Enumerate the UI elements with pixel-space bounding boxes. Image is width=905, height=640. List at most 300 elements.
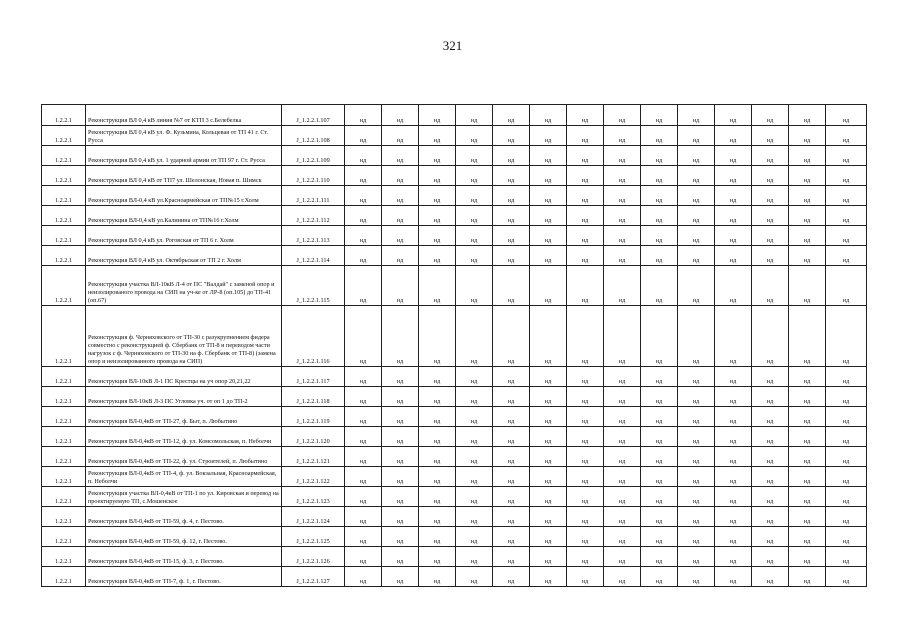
value-cell: нд <box>382 447 419 467</box>
row-code-cell: J_1.2.2.1.114 <box>282 246 345 266</box>
value-cell: нд <box>567 447 604 467</box>
row-code-cell: J_1.2.2.1.124 <box>282 507 345 527</box>
value-cell: нд <box>493 467 530 487</box>
value-cell: нд <box>604 567 641 587</box>
row-name-cell: Реконструкция ВЛ 0,4 кВ ул. 1 ударной армии от ТП 97 г. Ст. Русса <box>86 146 282 166</box>
row-code-cell: J_1.2.2.1.113 <box>282 226 345 246</box>
row-number-cell: 1.2.2.1 <box>42 547 86 567</box>
value-cell: нд <box>604 126 641 146</box>
value-cell: нд <box>752 507 789 527</box>
value-cell: нд <box>382 186 419 206</box>
value-cell: нд <box>419 427 456 447</box>
value-cell: нд <box>456 547 493 567</box>
value-cell: нд <box>604 266 641 306</box>
value-cell: нд <box>678 226 715 246</box>
value-cell: нд <box>345 427 382 447</box>
row-name-cell: Реконструкция ВЛ-0,4кВ от ТП-27, ф. Быт, п. Любытино <box>86 407 282 427</box>
value-cell: нд <box>382 206 419 226</box>
value-cell: нд <box>604 447 641 467</box>
value-cell: нд <box>604 467 641 487</box>
value-cell: нд <box>345 387 382 407</box>
value-cell: нд <box>567 206 604 226</box>
value-cell: нд <box>678 206 715 226</box>
value-cell: нд <box>530 427 567 447</box>
value-cell: нд <box>789 507 826 527</box>
value-cell: нд <box>493 105 530 126</box>
value-cell: нд <box>641 567 678 587</box>
value-cell: нд <box>456 126 493 146</box>
value-cell: нд <box>604 367 641 387</box>
value-cell: нд <box>678 407 715 427</box>
value-cell: нд <box>789 105 826 126</box>
value-cell: нд <box>382 467 419 487</box>
value-cell: нд <box>456 427 493 447</box>
table-row <box>42 527 867 547</box>
value-cell: нд <box>345 126 382 146</box>
value-cell: нд <box>678 367 715 387</box>
value-cell: нд <box>493 166 530 186</box>
value-cell: нд <box>641 226 678 246</box>
table-row <box>42 306 867 367</box>
value-cell: нд <box>493 266 530 306</box>
value-cell: нд <box>789 186 826 206</box>
value-cell: нд <box>641 306 678 367</box>
value-cell: нд <box>826 367 867 387</box>
value-cell: нд <box>678 427 715 447</box>
value-cell: нд <box>382 387 419 407</box>
row-code-cell: J_1.2.2.1.126 <box>282 547 345 567</box>
value-cell: нд <box>530 146 567 166</box>
value-cell: нд <box>604 547 641 567</box>
value-cell: нд <box>641 447 678 467</box>
value-cell: нд <box>567 407 604 427</box>
value-cell: нд <box>641 126 678 146</box>
value-cell: нд <box>456 166 493 186</box>
value-cell: нд <box>493 407 530 427</box>
value-cell: нд <box>826 387 867 407</box>
value-cell: нд <box>382 266 419 306</box>
row-number-cell: 1.2.2.1 <box>42 266 86 306</box>
value-cell: нд <box>715 367 752 387</box>
value-cell: нд <box>456 507 493 527</box>
value-cell: нд <box>678 387 715 407</box>
row-name-cell: Реконструкция участка ВЛ-10кВ Л-4 от ПС "Валдай" с заменой опор и неизолированого провода на СИП на уч-ке от ЛР-8 (оп.105) до ТП-41 (оп.67) <box>86 266 282 306</box>
value-cell: нд <box>641 146 678 166</box>
table-row <box>42 407 867 427</box>
value-cell: нд <box>382 567 419 587</box>
value-cell: нд <box>789 487 826 507</box>
value-cell: нд <box>382 306 419 367</box>
value-cell: нд <box>678 246 715 266</box>
row-name-cell: Реконструкция ВЛ-0,4 кВ ул.Красноармейская от ТП№15 г.Холм <box>86 186 282 206</box>
value-cell: нд <box>604 146 641 166</box>
row-name-cell: Реконструкция ВЛ 0,4 кВ линия №7 от КТП 3 с.Белебелка <box>86 105 282 126</box>
value-cell: нд <box>567 507 604 527</box>
row-number-cell: 1.2.2.1 <box>42 507 86 527</box>
value-cell: нд <box>456 447 493 467</box>
value-cell: нд <box>345 306 382 367</box>
value-cell: нд <box>493 527 530 547</box>
value-cell: нд <box>641 407 678 427</box>
value-cell: нд <box>678 146 715 166</box>
value-cell: нд <box>752 567 789 587</box>
row-number-cell: 1.2.2.1 <box>42 166 86 186</box>
page-number: 321 <box>442 38 463 53</box>
value-cell: нд <box>567 226 604 246</box>
table-row <box>42 126 867 146</box>
value-cell: нд <box>567 567 604 587</box>
value-cell: нд <box>567 166 604 186</box>
value-cell: нд <box>567 306 604 367</box>
value-cell: нд <box>456 407 493 427</box>
value-cell: нд <box>715 186 752 206</box>
value-cell: нд <box>789 306 826 367</box>
table-row <box>42 467 867 487</box>
value-cell: нд <box>789 246 826 266</box>
value-cell: нд <box>493 206 530 226</box>
value-cell: нд <box>678 487 715 507</box>
table-row <box>42 367 867 387</box>
value-cell: нд <box>345 146 382 166</box>
value-cell: нд <box>789 387 826 407</box>
value-cell: нд <box>826 246 867 266</box>
row-number-cell: 1.2.2.1 <box>42 105 86 126</box>
value-cell: нд <box>715 527 752 547</box>
value-cell: нд <box>641 507 678 527</box>
value-cell: нд <box>826 226 867 246</box>
value-cell: нд <box>530 527 567 547</box>
row-code-cell: J_1.2.2.1.123 <box>282 487 345 507</box>
row-number-cell: 1.2.2.1 <box>42 387 86 407</box>
value-cell: нд <box>641 487 678 507</box>
row-number-cell: 1.2.2.1 <box>42 206 86 226</box>
table-row <box>42 105 867 126</box>
value-cell: нд <box>789 266 826 306</box>
value-cell: нд <box>456 567 493 587</box>
value-cell: нд <box>567 467 604 487</box>
value-cell: нд <box>715 447 752 467</box>
value-cell: нд <box>456 246 493 266</box>
row-number-cell: 1.2.2.1 <box>42 567 86 587</box>
value-cell: нд <box>345 407 382 427</box>
value-cell: нд <box>530 447 567 467</box>
value-cell: нд <box>493 306 530 367</box>
value-cell: нд <box>567 387 604 407</box>
row-code-cell: J_1.2.2.1.107 <box>282 105 345 126</box>
value-cell: нд <box>604 387 641 407</box>
row-number-cell: 1.2.2.1 <box>42 487 86 507</box>
row-code-cell: J_1.2.2.1.127 <box>282 567 345 587</box>
value-cell: нд <box>678 507 715 527</box>
value-cell: нд <box>826 427 867 447</box>
value-cell: нд <box>567 105 604 126</box>
value-cell: нд <box>715 387 752 407</box>
row-code-cell: J_1.2.2.1.115 <box>282 266 345 306</box>
row-number-cell: 1.2.2.1 <box>42 407 86 427</box>
value-cell: нд <box>530 507 567 527</box>
table-row <box>42 266 867 306</box>
value-cell: нд <box>382 146 419 166</box>
value-cell: нд <box>382 427 419 447</box>
row-name-cell: Реконструкция ВЛ-10кВ Л-1 ПС Крестцы на уч опор 20,21,22 <box>86 367 282 387</box>
value-cell: нд <box>789 206 826 226</box>
value-cell: нд <box>641 166 678 186</box>
value-cell: нд <box>345 166 382 186</box>
row-name-cell: Реконструкция ВЛ-0,4кВ от ТП-12, ф. ул. Комсомольская, п. Неболчи <box>86 427 282 447</box>
value-cell: нд <box>641 547 678 567</box>
table-row <box>42 547 867 567</box>
value-cell: нд <box>604 166 641 186</box>
value-cell: нд <box>604 226 641 246</box>
value-cell: нд <box>382 246 419 266</box>
value-cell: нд <box>752 126 789 146</box>
value-cell: нд <box>345 487 382 507</box>
value-cell: нд <box>715 487 752 507</box>
value-cell: нд <box>789 166 826 186</box>
value-cell: нд <box>715 427 752 447</box>
table-row <box>42 166 867 186</box>
value-cell: нд <box>752 447 789 467</box>
row-number-cell: 1.2.2.1 <box>42 427 86 447</box>
value-cell: нд <box>641 467 678 487</box>
value-cell: нд <box>419 166 456 186</box>
table-row <box>42 246 867 266</box>
value-cell: нд <box>789 527 826 547</box>
value-cell: нд <box>419 226 456 246</box>
value-cell: нд <box>345 507 382 527</box>
value-cell: нд <box>641 387 678 407</box>
row-name-cell: Реконструкция ВЛ-0,4кВ от ТП-7, ф. 1, г. Пестово. <box>86 567 282 587</box>
value-cell: нд <box>530 367 567 387</box>
value-cell: нд <box>345 266 382 306</box>
value-cell: нд <box>345 367 382 387</box>
value-cell: нд <box>567 547 604 567</box>
value-cell: нд <box>826 507 867 527</box>
value-cell: нд <box>752 186 789 206</box>
value-cell: нд <box>493 186 530 206</box>
table-row <box>42 186 867 206</box>
value-cell: нд <box>382 367 419 387</box>
value-cell: нд <box>419 306 456 367</box>
value-cell: нд <box>789 407 826 427</box>
value-cell: нд <box>789 427 826 447</box>
value-cell: нд <box>752 367 789 387</box>
value-cell: нд <box>419 527 456 547</box>
value-cell: нд <box>789 447 826 467</box>
value-cell: нд <box>456 367 493 387</box>
value-cell: нд <box>678 186 715 206</box>
value-cell: нд <box>604 427 641 447</box>
row-number-cell: 1.2.2.1 <box>42 246 86 266</box>
value-cell: нд <box>752 266 789 306</box>
table-row <box>42 226 867 246</box>
table-row <box>42 487 867 507</box>
value-cell: нд <box>419 387 456 407</box>
value-cell: нд <box>419 186 456 206</box>
value-cell: нд <box>789 567 826 587</box>
table-row <box>42 146 867 166</box>
value-cell: нд <box>604 105 641 126</box>
value-cell: нд <box>382 105 419 126</box>
row-name-cell: Реконструкция ВЛ 0,4 кВ от ТП7 ул. Шелонская, Новая п. Шимск <box>86 166 282 186</box>
value-cell: нд <box>715 105 752 126</box>
value-cell: нд <box>789 226 826 246</box>
value-cell: нд <box>826 567 867 587</box>
value-cell: нд <box>382 487 419 507</box>
value-cell: нд <box>493 447 530 467</box>
value-cell: нд <box>678 306 715 367</box>
value-cell: нд <box>456 186 493 206</box>
value-cell: нд <box>826 146 867 166</box>
value-cell: нд <box>715 246 752 266</box>
value-cell: нд <box>826 105 867 126</box>
value-cell: нд <box>493 547 530 567</box>
value-cell: нд <box>345 226 382 246</box>
value-cell: нд <box>826 407 867 427</box>
value-cell: нд <box>382 226 419 246</box>
value-cell: нд <box>752 547 789 567</box>
value-cell: нд <box>456 487 493 507</box>
value-cell: нд <box>345 547 382 567</box>
value-cell: нд <box>604 507 641 527</box>
value-cell: нд <box>419 507 456 527</box>
value-cell: нд <box>456 206 493 226</box>
row-number-cell: 1.2.2.1 <box>42 527 86 547</box>
value-cell: нд <box>752 226 789 246</box>
value-cell: нд <box>715 306 752 367</box>
row-number-cell: 1.2.2.1 <box>42 186 86 206</box>
data-table <box>41 104 867 587</box>
value-cell: нд <box>678 447 715 467</box>
value-cell: нд <box>789 126 826 146</box>
row-number-cell: 1.2.2.1 <box>42 226 86 246</box>
value-cell: нд <box>715 266 752 306</box>
value-cell: нд <box>419 206 456 226</box>
value-cell: нд <box>456 266 493 306</box>
value-cell: нд <box>826 487 867 507</box>
value-cell: нд <box>715 166 752 186</box>
value-cell: нд <box>493 427 530 447</box>
row-code-cell: J_1.2.2.1.125 <box>282 527 345 547</box>
value-cell: нд <box>530 126 567 146</box>
value-cell: нд <box>530 306 567 367</box>
row-code-cell: J_1.2.2.1.121 <box>282 447 345 467</box>
row-code-cell: J_1.2.2.1.116 <box>282 306 345 367</box>
value-cell: нд <box>345 567 382 587</box>
value-cell: нд <box>641 266 678 306</box>
value-cell: нд <box>419 266 456 306</box>
value-cell: нд <box>456 105 493 126</box>
value-cell: нд <box>604 527 641 547</box>
value-cell: нд <box>456 467 493 487</box>
value-cell: нд <box>567 487 604 507</box>
value-cell: нд <box>752 387 789 407</box>
value-cell: нд <box>419 487 456 507</box>
table-row <box>42 427 867 447</box>
value-cell: нд <box>641 186 678 206</box>
value-cell: нд <box>752 527 789 547</box>
row-name-cell: Реконструкция ВЛ-0,4кВ от ТП-59, ф. 4, г. Пестово. <box>86 507 282 527</box>
value-cell: нд <box>752 166 789 186</box>
value-cell: нд <box>567 367 604 387</box>
value-cell: нд <box>382 547 419 567</box>
value-cell: нд <box>493 567 530 587</box>
value-cell: нд <box>530 166 567 186</box>
row-name-cell: Реконструкция ВЛ-0,4кВ от ТП-22, ф. ул. Строителей, п. Любытино <box>86 447 282 467</box>
value-cell: нд <box>715 206 752 226</box>
value-cell: нд <box>752 487 789 507</box>
value-cell: нд <box>678 547 715 567</box>
value-cell: нд <box>826 467 867 487</box>
value-cell: нд <box>715 146 752 166</box>
value-cell: нд <box>456 527 493 547</box>
value-cell: нд <box>493 126 530 146</box>
value-cell: нд <box>530 567 567 587</box>
value-cell: нд <box>493 367 530 387</box>
row-code-cell: J_1.2.2.1.112 <box>282 206 345 226</box>
row-number-cell: 1.2.2.1 <box>42 146 86 166</box>
value-cell: нд <box>382 407 419 427</box>
value-cell: нд <box>493 226 530 246</box>
value-cell: нд <box>715 547 752 567</box>
value-cell: нд <box>789 367 826 387</box>
value-cell: нд <box>419 467 456 487</box>
value-cell: нд <box>530 266 567 306</box>
row-number-cell: 1.2.2.1 <box>42 447 86 467</box>
value-cell: нд <box>567 126 604 146</box>
value-cell: нд <box>752 206 789 226</box>
value-cell: нд <box>345 206 382 226</box>
value-cell: нд <box>641 105 678 126</box>
value-cell: нд <box>419 407 456 427</box>
value-cell: нд <box>530 105 567 126</box>
value-cell: нд <box>456 226 493 246</box>
row-number-cell: 1.2.2.1 <box>42 306 86 367</box>
value-cell: нд <box>345 527 382 547</box>
value-cell: нд <box>641 427 678 447</box>
row-code-cell: J_1.2.2.1.119 <box>282 407 345 427</box>
value-cell: нд <box>382 166 419 186</box>
value-cell: нд <box>567 146 604 166</box>
value-cell: нд <box>715 467 752 487</box>
value-cell: нд <box>641 367 678 387</box>
value-cell: нд <box>456 146 493 166</box>
value-cell: нд <box>345 246 382 266</box>
value-cell: нд <box>604 186 641 206</box>
value-cell: нд <box>826 206 867 226</box>
table-row <box>42 567 867 587</box>
value-cell: нд <box>345 467 382 487</box>
value-cell: нд <box>530 226 567 246</box>
value-cell: нд <box>752 146 789 166</box>
value-cell: нд <box>604 206 641 226</box>
value-cell: нд <box>678 126 715 146</box>
row-code-cell: J_1.2.2.1.111 <box>282 186 345 206</box>
value-cell: нд <box>419 447 456 467</box>
row-name-cell: Реконструкция ВЛ-0,4кВ от ТП-15, ф. 3, г. Пестово. <box>86 547 282 567</box>
value-cell: нд <box>382 507 419 527</box>
value-cell: нд <box>530 547 567 567</box>
row-name-cell: Реконструкция ВЛ 0,4 кВ ул. Октябрьская от ТП 2 г. Холм <box>86 246 282 266</box>
value-cell: нд <box>715 126 752 146</box>
row-name-cell: Реконструкция ВЛ-0,4кВ от ТП-4, ф. ул. Вокзальная, Красноармейская, п. Неболчи <box>86 467 282 487</box>
value-cell: нд <box>604 246 641 266</box>
table-body <box>42 105 867 587</box>
value-cell: нд <box>641 206 678 226</box>
value-cell: нд <box>419 146 456 166</box>
value-cell: нд <box>789 146 826 166</box>
value-cell: нд <box>419 367 456 387</box>
